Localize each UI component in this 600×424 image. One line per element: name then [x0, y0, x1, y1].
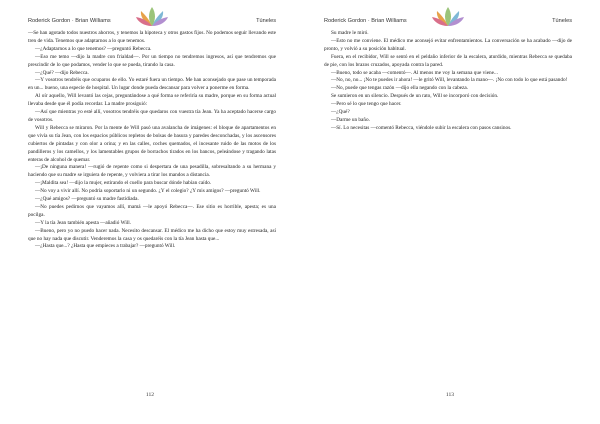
paragraph: —Esto no me conviene. El médico me aconsejó evitar enfrentamientos. La conversación se ha acabado —dijo de pronto, y volvió a su posición habitual. [324, 37, 572, 52]
paragraph: —¿Qué amigos? —preguntó su madre fastidiada. [35, 196, 139, 203]
running-header [28, 6, 276, 30]
paragraph: Will y Rebecca se miraron. Por la mente de Will pasó una avalancha de imágenes: el bloque de apartamentos en que vivía su tía Jean, con los espacios públicos repletos de bolsas de basura y paredes desconchadas, y los ascensores cubiertos de pintadas y con olor a orina; y en las calles, coches quemados, el incesante ruido de las motos de los pandilleros y los camellos, y los lamentables grupos de borrachos tirados en los bancos, peleándose y tragando latas enteras de alcohol de quemar. [28, 124, 276, 163]
paragraph: —Se han agotado todos nuestros ahorros, y tenemos la hipoteca y otros gastos fijos. No podemos seguir llevando este tren de vida. Tenemos que adaptarnos a lo que tenemos. [28, 30, 276, 44]
paragraph: —¿Hasta que...? ¿Hasta que empieces a trabajar? —preguntó Will. [35, 243, 176, 250]
paragraph: —Bueno, todo se acaba —comentó—. Al menos me voy la semana que viene... [331, 69, 498, 76]
paragraph: —No, puede que tengas razón —dijo ella negando con la cabeza. [331, 85, 469, 92]
paragraph: —Y vosotros tendréis que ocuparos de ello. Yo estaré fuera un tiempo. Me han aconsejado que pase un temporada en un... bueno, una especie de hospital. Un lugar donde pueda descansar para volver a ponerme en forma. [28, 77, 276, 92]
page-number: 112 [145, 392, 155, 398]
paragraph: —Así que mientras yo esté allí, vosotros tendréis que quedaros con vuestra tía Jean. Ya ha aceptado hacerse cargo de vosotros. [28, 109, 276, 123]
paragraph: Su madre le miró. [331, 30, 369, 36]
paragraph: —Darme un baño. [331, 116, 370, 123]
publisher-logo-icon [430, 6, 466, 28]
page-body [28, 30, 276, 251]
header-title: Túneles [552, 18, 572, 24]
running-header [324, 6, 572, 30]
paragraph: —¡Maldita sea! —dijo la mujer, estirando el cuello para buscar dónde habían caído. [35, 180, 212, 187]
header-author: Roderick Gordon · Brian Williams [324, 18, 407, 24]
paragraph: —Pero sé lo que tengo que hacer. [331, 101, 402, 108]
paragraph: Al oír aquello, Will levantó las cejas, preguntándose a qué forma se referiría su madre, porque en su forma actual llevaba desde que él podía recordar. La madre prosiguió: [28, 93, 276, 108]
paragraph: —Y la tía Jean también apesta —añadió Will. [35, 219, 132, 226]
page-body [324, 30, 572, 133]
header-author: Roderick Gordon · Brian Williams [28, 18, 111, 24]
paragraph: Se sumieron en un silencio. Después de un rato, Will se incorporó con decisión. [331, 93, 499, 100]
paragraph: —No, no, no... ¡No te puedes ir ahora! —le gritó Will, levantando la mano—. ¡No con todo lo que está pasando! [331, 77, 568, 84]
right-page [300, 0, 600, 424]
page-number: 113 [445, 392, 455, 398]
header-title: Túneles [256, 18, 276, 24]
paragraph: —¡De ninguna manera! —rugió de repente como si despertara de una pesadilla, sobresaltando a su hermana y haciendo que su madre se irguiera de repente, y volviera a tirar los mandos a distancia. [28, 164, 276, 179]
paragraph: —¿Qué? —dijo Rebecca. [35, 69, 89, 76]
paragraph: —¿Adaptarnos a lo que tenemos? —preguntó Rebecca. [35, 45, 152, 52]
paragraph: —¿Qué? [331, 109, 350, 116]
paragraph: —Sí. Lo necesitas —comentó Rebecca, viéndole subir la escalera con pasos cansinos. [331, 124, 512, 131]
paragraph: —No puedes pedirnos que vayamos allí, mamá —le apoyó Rebecca—. Ese sitio es horrible, apesta; es una pocilga. [28, 203, 276, 218]
publisher-logo-icon [134, 6, 170, 28]
paragraph: —Eso me temo —dijo la madre con frialdad—. Por un tiempo no tendremos ingresos, así que tendremos que prescindir de lo que podamos, vender lo que se pueda, tirando la casa. [28, 53, 276, 68]
paragraph: —Bueno, pero yo no puedo hacer nada. Necesito descansar. El médico me ha dicho que estoy muy estresada, así que no hay nada que discutir. Venderemos la casa y os quedaréis con la tía Jean hasta que... [28, 227, 276, 242]
paragraph: Fuera, en el recibidor, Will se sentó en el peldaño inferior de la escalera, aturdido, mientras Rebecca se quedaba de pie, con los brazos cruzados, apoyada contra la pared. [324, 53, 572, 68]
paragraph: —No voy a vivir allí. No podría soportarlo ni un segundo. ¿Y el colegio? ¿Y mis amigos? —preguntó Will. [35, 188, 261, 195]
